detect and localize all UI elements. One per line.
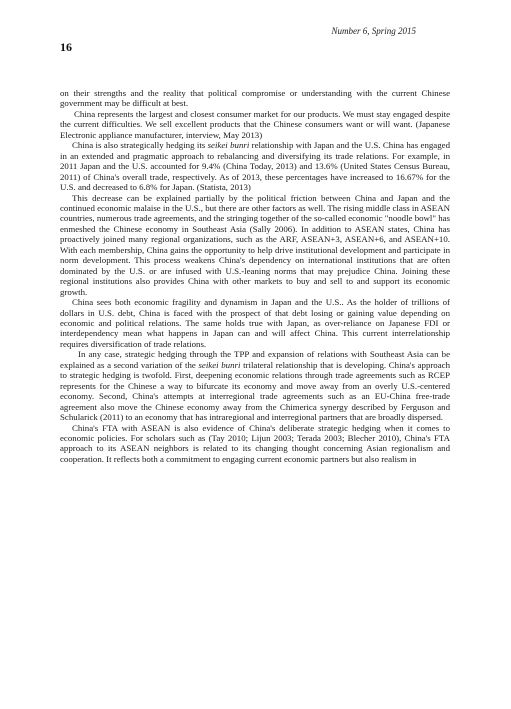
paragraph-seikei-bunri-hedging	[60, 140, 450, 192]
paragraph-text-end: relationship with Japan and the U.S. China has engaged in an extended and pragmatic approach to rebalancing and diversifying its trade relations. For example, in 2011 Japan and the U.S. accounted for 9.4% (China Today, 2013) and 13.6% (United States Census Bureau, 2011) of China's overall trade, respectively. As of 2013, these percentages have increased to 16.67% for the U.S. and decreased to 6.8% for Japan. (Statista, 2013)	[60, 140, 450, 193]
paragraph-fta-asean: China's FTA with ASEAN is also evidence of China's deliberate strategic hedging when it comes to economic policies. For scholars such as (Tay 2010; Lijun 2003; Terada 2003; Blecher 2010), China's FTA approach to its ASEAN neighbors is related to its changing thought concerning Asian regionalism and cooperation. It reflects both a commitment to engaging current economic partners but also realism in	[60, 422, 450, 464]
paragraph-text-end: trilateral relationship that is developing. China's approach to strategic hedging is twofold. First, deepening economic relations through trade agreements such as RCEP represents for the Chinese a way to bifurcate its economy and move away from an overly U.S.-centered economy. Second, China's attempts at interregional trade agreements such as an EU-China free-trade agreement also move the Chinese economy away from the Chimerica synergy described by Ferguson and Schularick (2011) to an economy that has intraregional and interregional partners that are broadly dispersed.	[60, 359, 451, 423]
italic-term: seikei bunri	[207, 140, 250, 151]
paragraph-strategic-hedging	[60, 349, 450, 422]
running-head: Number 6, Spring 2015	[331, 26, 416, 36]
paragraph-text-start: China is also strategically hedging its	[72, 140, 208, 151]
interview-quote: China represents the largest and closest consumer market for our products. We must stay engaged despite the current difficulties. We sell excellent products that the Chinese consumers want or will want. (Japanese Electronic appliance manufacturer, interview, May 2013)	[60, 108, 450, 140]
paragraph-continuation: on their strengths and the reality that political compromise or understanding with the current Chinese government may be difficult at best.	[60, 88, 450, 109]
body-text	[60, 88, 450, 464]
italic-term: seikei bunri	[198, 359, 241, 370]
paragraph-trade-decrease: This decrease can be explained partially by the political friction between China and Japan and the continued economic malaise in the U.S., but there are other factors as well. The rising middle class in ASEAN countries, numerous trade agreements, and the stringing together of the so-called economic "noodle bowl" has enmeshed the Chinese economy in Southeast Asia (Sally 2006). In addition to ASEAN states, China has proactively joined many regional organizations, such as the ARF, ASEAN+3, ASEAN+6, and ASEAN+10. With each membership, China gains the opportunity to help drive institutional development and participate in norm development. This process weakens China's dependency on international institutions that are often dominated by the U.S. or are infused with U.S.-leaning norms that may prejudice China. Joining these regional institutions also provides China with other markets to buy and sell to and support its economic growth.	[60, 192, 450, 297]
paragraph-economic-fragility: China sees both economic fragility and dynamism in Japan and the U.S.. As the holder of trillions of dollars in U.S. debt, China is faced with the prospect of that debt losing or gaining value depending on economic and political relations. The same holds true with Japan, as over-reliance on Japanese FDI or interdependency mean what happens in Japan can and will affect China. This current interrelationship requires diversification of trade relations.	[60, 297, 450, 349]
page-number: 16	[60, 40, 72, 54]
paragraph-text-start: In any case, strategic hedging through the TPP and expansion of relations with Southeast Asia can be explained as a second variation of the	[60, 349, 450, 370]
